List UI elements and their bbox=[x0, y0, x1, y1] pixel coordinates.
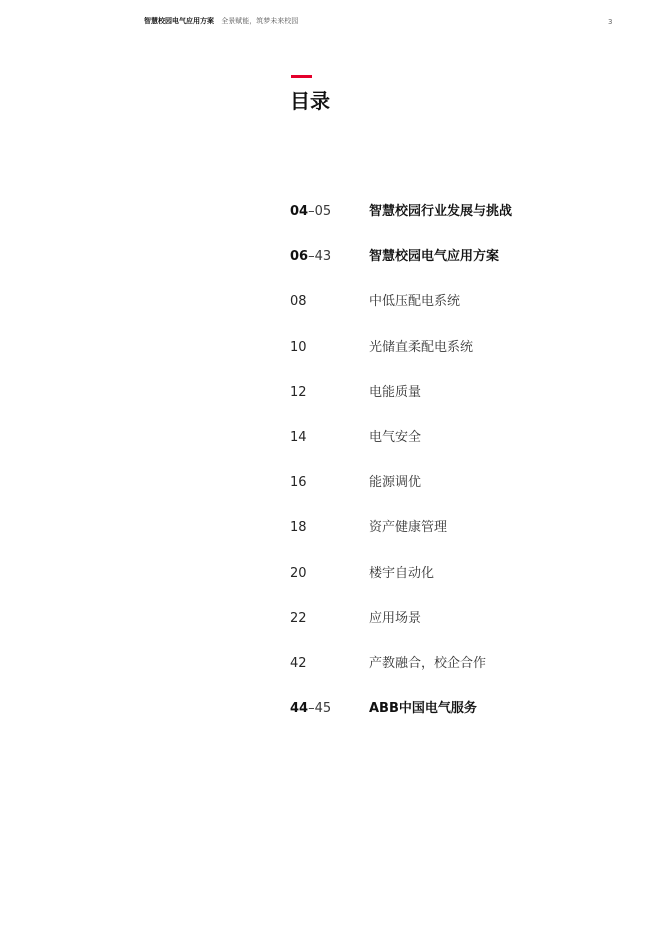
toc-entry[interactable] bbox=[290, 202, 610, 222]
toc-entry-label: 产教融合，校企合作 bbox=[369, 656, 487, 671]
toc-entry-label: 中低压配电系统 bbox=[369, 294, 461, 309]
toc-page-number: 08 bbox=[290, 294, 307, 309]
toc-page-number: 22 bbox=[290, 611, 307, 626]
toc-entry-label: 电能质量 bbox=[369, 385, 422, 400]
toc-entry[interactable] bbox=[290, 699, 610, 719]
toc-page-range: 04–05 bbox=[290, 204, 332, 219]
toc-page-range: 44–45 bbox=[290, 701, 332, 716]
document-title: 智慧校园电气应用方案 bbox=[144, 17, 214, 25]
toc-entry-label: 资产健康管理 bbox=[369, 520, 448, 535]
document-subtitle: 全景赋能，筑梦未来校园 bbox=[221, 17, 299, 25]
toc-entry[interactable] bbox=[290, 564, 610, 584]
toc-entry-label: 应用场景 bbox=[369, 611, 422, 626]
toc-entry[interactable] bbox=[290, 654, 610, 674]
toc-entry-label: 电气安全 bbox=[369, 430, 422, 445]
toc-title: 目录 bbox=[290, 89, 330, 113]
toc-entry-label: 智慧校园行业发展与挑战 bbox=[369, 204, 513, 219]
toc-entry-label: 智慧校园电气应用方案 bbox=[369, 249, 500, 264]
toc-page-number: 18 bbox=[290, 520, 307, 535]
toc-page-range: 06–43 bbox=[290, 249, 332, 264]
toc-entry-label: 能源调优 bbox=[369, 475, 422, 490]
toc-entry-label: ABB中国电气服务 bbox=[369, 701, 477, 716]
toc-entry-label: 光储直柔配电系统 bbox=[369, 340, 474, 355]
toc-entry[interactable] bbox=[290, 518, 610, 538]
toc-page-number: 42 bbox=[290, 656, 307, 671]
title-accent-bar bbox=[291, 75, 312, 78]
toc-page-number: 14 bbox=[290, 430, 307, 445]
toc-entry[interactable] bbox=[290, 473, 610, 493]
toc-entry[interactable] bbox=[290, 383, 610, 403]
toc-entry[interactable] bbox=[290, 292, 610, 312]
toc-page-number: 16 bbox=[290, 475, 307, 490]
toc-entry[interactable] bbox=[290, 609, 610, 629]
toc-entry[interactable] bbox=[290, 247, 610, 267]
toc-entry[interactable] bbox=[290, 338, 610, 358]
page-number: 3 bbox=[608, 18, 613, 26]
toc-page-number: 20 bbox=[290, 566, 307, 581]
toc-page-number: 10 bbox=[290, 340, 307, 355]
toc-page-number: 12 bbox=[290, 385, 307, 400]
toc-entry-label: 楼宇自动化 bbox=[369, 566, 435, 581]
running-header bbox=[144, 16, 298, 26]
toc-entry[interactable] bbox=[290, 428, 610, 448]
